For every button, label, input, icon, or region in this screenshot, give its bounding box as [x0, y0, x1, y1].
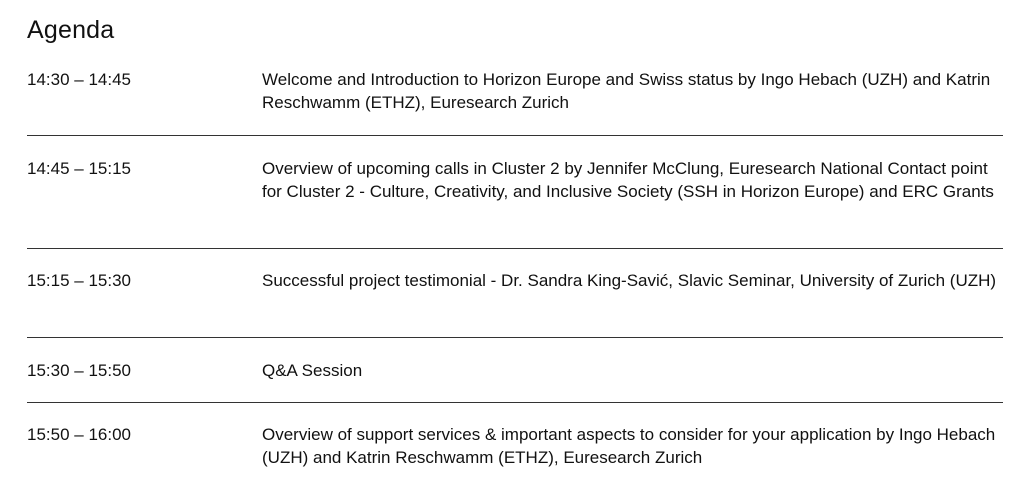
- agenda-description: Welcome and Introduction to Horizon Europe and Swiss status by Ingo Hebach (UZH) and Katrin Reschwamm (ETHZ), Euresearch Zurich: [262, 70, 991, 112]
- agenda-description: Overview of support services & important aspects to consider for your application by Ingo Hebach (UZH) and Katrin Reschwamm (ETHZ), Euresearch Zurich: [262, 425, 996, 467]
- agenda-table: [27, 67, 1003, 479]
- agenda-row: [27, 136, 1003, 249]
- agenda-description: Overview of upcoming calls in Cluster 2 by Jennifer McClung, Euresearch National Contact point for Cluster 2 - Culture, Creativity, and Inclusive Society (SSH in Horizon Europe) and ERC Grants: [262, 159, 994, 201]
- agenda-row: [27, 249, 1003, 338]
- page-title: Agenda: [27, 16, 115, 44]
- agenda-time: 15:50 – 16:00: [27, 425, 131, 444]
- agenda-time: 15:30 – 15:50: [27, 361, 131, 380]
- agenda-row: [27, 67, 1003, 136]
- agenda-time: 15:15 – 15:30: [27, 271, 131, 290]
- agenda-time: 14:45 – 15:15: [27, 159, 131, 178]
- agenda-row: [27, 403, 1003, 479]
- agenda-description: Q&A Session: [262, 361, 363, 380]
- agenda-row: [27, 338, 1003, 403]
- agenda-time: 14:30 – 14:45: [27, 70, 131, 89]
- agenda-description: Successful project testimonial - Dr. Sandra King-Savić, Slavic Seminar, University of Zurich (UZH): [262, 271, 997, 290]
